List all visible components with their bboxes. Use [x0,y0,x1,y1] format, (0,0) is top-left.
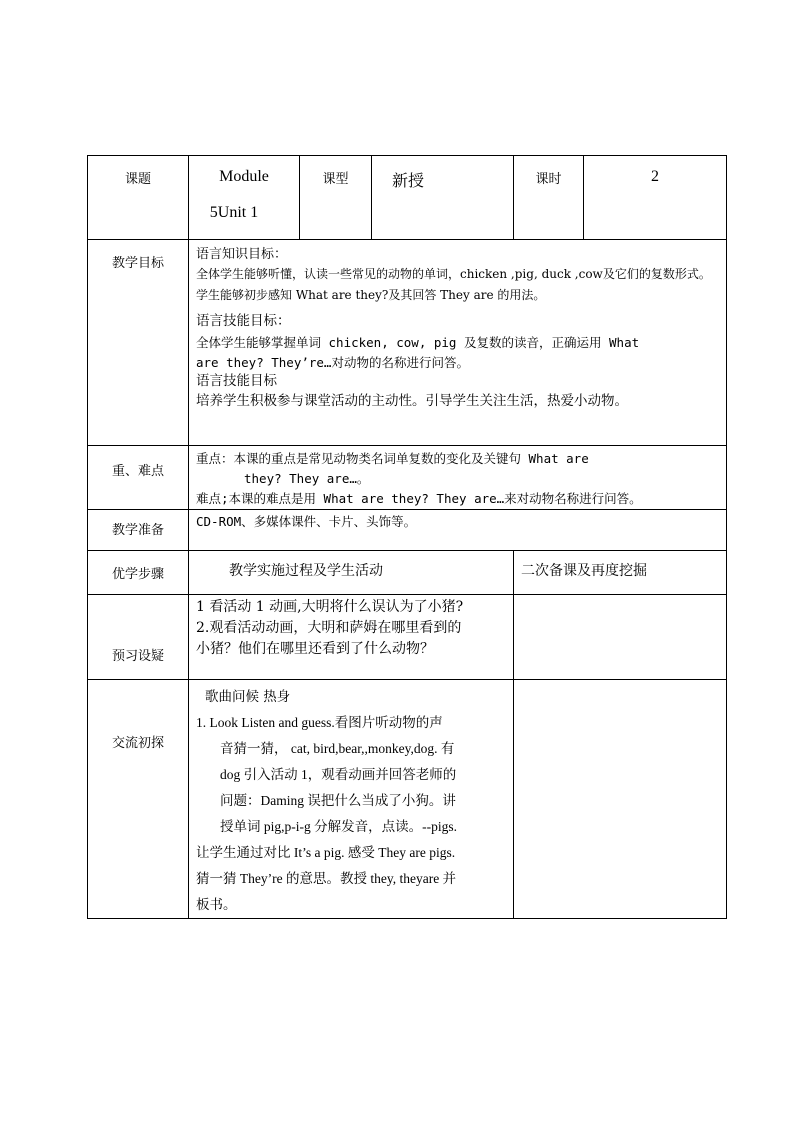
knowledge-body: 全体学生能够听懂，认读一些常见的动物的单词，chicken ,pig, duck ,cow及它们的复数形式。学生能够初步感知 What are they?及其回答 They are 的用法。 [196,267,711,302]
explore-line-9: 板书。 [196,897,237,912]
header-row [88,156,727,240]
steps-col2-cell [514,551,727,595]
explore-line-3: 音猜一猜， cat, bird,bear,,monkey,dog. 有 [220,741,455,756]
preview-line1: 1 看活动 1 动画,大明将什么误认为了小猪? [196,599,464,615]
explore-line-4: dog 引入活动 1，观看动画并回答老师的 [220,767,457,782]
steps-label: 优学步骤 [111,567,164,582]
explore-line-5: 问题：Daming 误把什么当成了小狗。讲 [220,793,456,808]
keypoints-row [88,446,727,510]
knowledge-title: 语言知识目标： [196,247,288,262]
topic-label-cell [88,156,189,240]
lesson-plan-table [87,155,727,919]
explore-content-cell [189,680,514,919]
preview-content-cell [189,595,514,680]
topic-label: 课题 [124,172,151,187]
type-label: 课型 [322,172,349,187]
objectives-row [88,240,727,446]
steps-col1-header: 教学实施过程及学生活动 [229,563,383,579]
explore-label: 交流初探 [111,736,164,751]
hours-label: 课时 [535,172,562,187]
objectives-content-cell [189,240,727,446]
steps-label-cell [88,551,189,595]
preparation-label-cell [88,510,189,551]
objectives-label-cell [88,240,189,446]
preview-label-cell [88,595,189,680]
explore-line-8: 猜一猜 They’re 的意思。教授 they, theyare 并 [196,871,457,886]
explore-line-7: 让学生通过对比 It’s a pig. 感受 They are pigs. [196,845,456,860]
skill-title: 语言技能目标： [196,313,291,329]
explore-label-cell [88,680,189,919]
preview-notes-cell [514,595,727,680]
skill2-title: 语言技能目标 [196,373,277,389]
type-label-cell [300,156,372,240]
type-value-cell [372,156,514,240]
skill-body-line2: are they? They’re…对动物的名称进行问答。 [196,355,469,370]
preparation-label: 教学准备 [111,523,164,538]
explore-row [88,680,727,919]
explore-line-6: 授单词 pig,p-i-g 分解发音，点读。--pigs. [220,819,457,834]
hours-value: 2 [651,168,659,185]
steps-col2-header: 二次备课及再度挖掘 [521,563,647,579]
steps-row [88,551,727,595]
steps-col1-cell [189,551,514,595]
preparation-row [88,510,727,551]
preview-label: 预习设疑 [111,649,164,664]
preparation-value: CD-ROM、多媒体课件、卡片、头饰等。 [196,514,417,529]
preparation-content-cell [189,510,727,551]
key-point-line2: they? They are…。 [244,471,370,486]
hours-label-cell [514,156,584,240]
topic-value-cell [189,156,300,240]
type-value: 新授 [392,171,425,190]
keypoints-label: 重、难点 [111,464,164,479]
difficulty-line: 难点;本课的难点是用 What are they? They are…来对动物名称进行问答。 [196,491,642,506]
preview-line2: 2.观看活动动画，大明和萨姆在哪里看到的 [196,620,462,636]
skill2-body: 培养学生积极参与课堂活动的主动性。引导学生关注生活，热爱小动物。 [196,393,628,409]
preview-line3: 小猪？他们在哪里还看到了什么动物？ [196,641,434,657]
hours-value-cell [584,156,727,240]
explore-line-1: 歌曲问候 热身 [205,689,291,705]
keypoints-content-cell [189,446,727,510]
explore-line-2: 1. Look Listen and guess.看图片听动物的声 [196,715,443,730]
topic-value-line1: Module [219,168,269,185]
key-point-line1: 重点：本课的重点是常见动物类名词单复数的变化及关键句 What are [196,451,589,466]
explore-notes-cell [514,680,727,919]
keypoints-label-cell [88,446,189,510]
objectives-label: 教学目标 [111,256,164,271]
topic-value-line2: 5Unit 1 [209,204,259,221]
skill-body-line1: 全体学生能够掌握单词 chicken, cow, pig 及复数的读音，正确运用 What [196,335,640,350]
preview-row [88,595,727,680]
